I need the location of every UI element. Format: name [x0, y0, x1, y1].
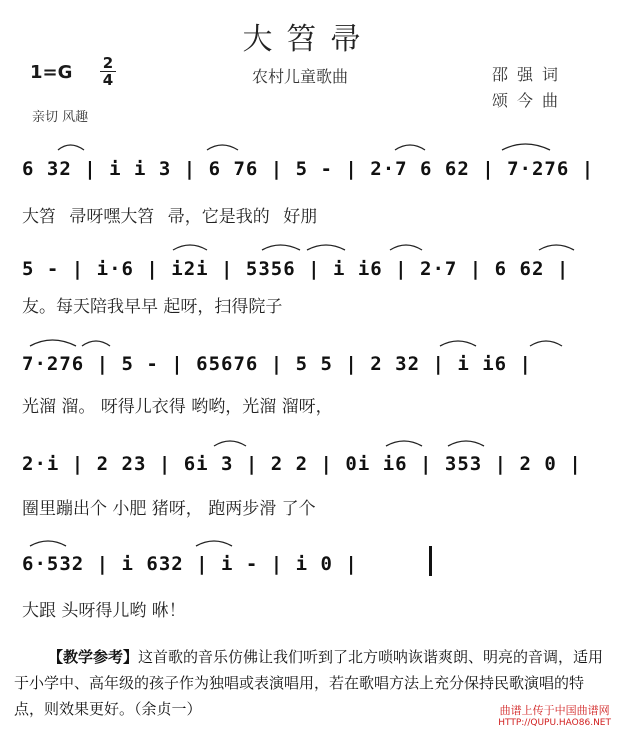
lyrics-row-3: 光溜 溜。 呀得儿衣得 哟哟，光溜 溜呀，	[22, 397, 333, 417]
slur	[395, 145, 425, 150]
slur	[386, 441, 422, 446]
slur	[307, 245, 345, 250]
lyrics-row-5: 大跟 头呀得儿哟 咻！	[22, 601, 186, 621]
notation-row-5: 6·532 | i 632 | i - | i 0 |	[22, 553, 358, 575]
time-signature-top: 2	[102, 54, 114, 72]
teaching-note-text: 这首歌的音乐仿佛让我们听到了北方唢呐诙谐爽朗、明亮的音调，适用于小学中、高年级的孩子作为独唱或表演唱用，若在歌唱方法上充分保持民歌演唱的特点，则效果更好。（余贞一）	[14, 648, 604, 718]
slur	[173, 245, 207, 250]
watermark-line-2: HTTP://QUPU.HAO86.NET	[498, 718, 611, 728]
lyrics-row-4: 圈里蹦出个 小肥 猪呀， 跑两步滑 了个	[22, 499, 316, 519]
composer-credit: 颂今曲	[492, 91, 568, 110]
slur	[30, 340, 76, 346]
notation-row-3: 7·276 | 5 - | 65676 | 5 5 | 2 32 | i i6 |	[22, 353, 532, 375]
slur	[502, 144, 550, 150]
slur	[530, 341, 562, 346]
site-watermark	[498, 704, 611, 730]
slur	[196, 541, 232, 546]
key-signature: 1=G	[30, 62, 73, 83]
slur	[82, 341, 110, 346]
slur	[539, 245, 574, 250]
lyricist-credit: 邵强词	[492, 65, 568, 84]
lyrics-row-2: 友。每天陪我早早 起呀，扫得院子	[22, 297, 283, 317]
watermark-line-1: 曲谱上传于中国曲谱网	[499, 704, 610, 717]
slur	[448, 441, 484, 446]
slur	[207, 145, 238, 150]
slur	[390, 245, 422, 250]
notation-row-2: 5 - | i·6 | i2i | 5356 | i i6 | 2·7 | 6 62 |	[22, 258, 570, 280]
tempo-marking: 亲切 风趣	[32, 110, 89, 125]
teaching-note-label: 【教学参考】	[48, 648, 139, 666]
slur	[214, 441, 246, 446]
time-signature-bottom: 4	[102, 71, 114, 89]
slur	[30, 541, 66, 546]
slur	[262, 245, 300, 250]
slur	[58, 145, 84, 150]
notation-row-4: 2·i | 2 23 | 6i 3 | 2 2 | 0i i6 | 353 | 2 0 |	[22, 453, 582, 475]
song-subtitle: 农村儿童歌曲	[252, 67, 349, 86]
song-title: 大笤帚	[242, 22, 375, 57]
slur	[440, 341, 476, 346]
notation-row-1: 6 32 | i i 3 | 6 76 | 5 - | 2·7 6 62 | 7·276 |	[22, 158, 595, 180]
lyrics-row-1: 大笤 帚呀嘿大笤 帚，它是我的 好朋	[22, 207, 318, 227]
